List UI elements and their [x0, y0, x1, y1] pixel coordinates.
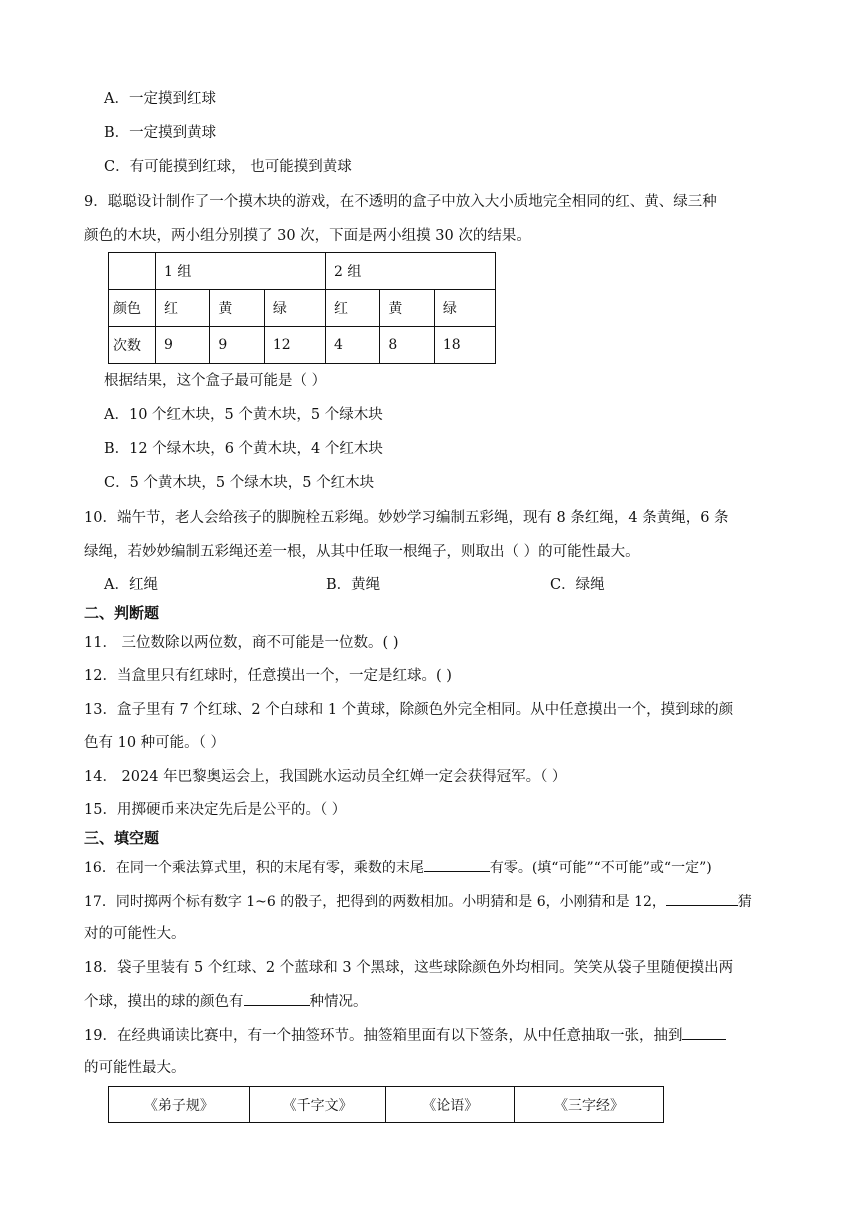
- q17-text-line1: [84, 891, 752, 912]
- section-heading-judgement: 二、判断题: [84, 604, 160, 622]
- table-row: [109, 327, 496, 364]
- q16-text: [84, 857, 712, 878]
- table-cell: 红: [156, 290, 210, 327]
- slip-cell: 《弟子规》: [109, 1087, 250, 1123]
- q19-slips-table: [108, 1086, 664, 1123]
- q10-option-c: C．绿绳: [550, 577, 605, 593]
- q12-text: 12．当盒里只有红球时，任意摸出一个，一定是红球。( ): [84, 668, 452, 684]
- q18-text-line2: [84, 991, 368, 1012]
- q16-answer-blank[interactable]: [424, 857, 490, 872]
- q10-option-a: A．红绳: [104, 577, 158, 593]
- table-cell: 9: [156, 327, 210, 364]
- q19-text-line2: 的可能性最大。: [84, 1060, 186, 1076]
- table-row-label-color: 颜色: [109, 290, 156, 327]
- table-cell: 黄: [210, 290, 264, 327]
- table-cell: 黄: [380, 290, 434, 327]
- q15-text: 15．用掷硬币来决定先后是公平的。（ ）: [84, 802, 347, 818]
- q13-text-line2: 色有 10 种可能。（ ）: [84, 735, 226, 751]
- q14-text: 14． 2024 年巴黎奥运会上，我国跳水运动员全红婵一定会获得冠军。（ ）: [84, 769, 567, 785]
- q10-option-b: B．黄绳: [326, 577, 381, 593]
- table-cell: 18: [434, 327, 495, 364]
- q9-prompt: 根据结果，这个盒子最可能是（ ）: [104, 373, 327, 389]
- q9-text-line2: 颜色的木块，两小组分别摸了 30 次，下面是两小组摸 30 次的结果。: [84, 228, 531, 244]
- q8-option-c: C．有可能摸到红球， 也可能摸到黄球: [104, 159, 352, 175]
- slip-cell: 《三字经》: [515, 1087, 664, 1123]
- q9-option-b: B．12 个绿木块，6 个黄木块，4 个红木块: [104, 441, 383, 457]
- table-row: [109, 290, 496, 327]
- q19-text-line1: [84, 1025, 726, 1046]
- q17-text-line2: 对的可能性大。: [84, 926, 186, 942]
- q17-text-before: 17．同时掷两个标有数字 1~6 的骰子，把得到的两数相加。小明猜和是 6，小刚猜和是 12，: [84, 894, 666, 910]
- q8-option-b: B．一定摸到黄球: [104, 125, 217, 141]
- table-cell: 红: [325, 290, 379, 327]
- table-cell: 绿: [434, 290, 495, 327]
- q18-text-line1: 18．袋子里装有 5 个红球、2 个蓝球和 3 个黑球，这些球除颜色外均相同。笑笑从袋子里随便摸出两: [84, 960, 734, 976]
- section-heading-fill-blank: 三、填空题: [84, 829, 160, 847]
- table-row-label-count: 次数: [109, 327, 156, 364]
- q9-option-a: A．10 个红木块，5 个黄木块，5 个绿木块: [104, 407, 383, 423]
- table-cell: 4: [325, 327, 379, 364]
- q17-answer-blank[interactable]: [666, 891, 738, 906]
- q9-text-line1: 9．聪聪设计制作了一个摸木块的游戏，在不透明的盒子中放入大小质地完全相同的红、黄、绿三种: [84, 194, 717, 210]
- slip-cell: 《论语》: [386, 1087, 515, 1123]
- table-cell: 9: [210, 327, 264, 364]
- q19-text-before: 19．在经典诵读比赛中，有一个抽签环节。抽签箱里面有以下签条，从中任意抽取一张，抽到: [84, 1028, 683, 1044]
- table-row: [109, 1087, 664, 1123]
- table-header-group2: 2 组: [325, 253, 495, 290]
- q16-text-after: 有零。(填“可能”“不可能”或“一定”): [489, 860, 712, 876]
- q18-text-after: 种情况。: [309, 994, 368, 1010]
- table-cell-corner: [109, 253, 156, 290]
- q8-option-a: A．一定摸到红球: [104, 91, 216, 107]
- q9-option-c: C．5 个黄木块，5 个绿木块，5 个红木块: [104, 475, 375, 491]
- q17-text-after: 猜: [737, 894, 752, 910]
- q19-answer-blank[interactable]: [682, 1025, 726, 1040]
- slip-cell: 《千字文》: [249, 1087, 386, 1123]
- table-cell: 12: [264, 327, 325, 364]
- q18-text-before: 个球，摸出的球的颜色有: [84, 994, 244, 1010]
- q9-results-table: [108, 252, 496, 364]
- q18-answer-blank[interactable]: [244, 991, 310, 1006]
- table-cell: 8: [380, 327, 434, 364]
- q11-text: 11． 三位数除以两位数，商不可能是一位数。( ): [84, 635, 399, 651]
- table-cell: 绿: [264, 290, 325, 327]
- q10-text-line2: 绿绳，若妙妙编制五彩绳还差一根，从其中任取一根绳子，则取出（ ）的可能性最大。: [84, 544, 640, 560]
- table-header-group1: 1 组: [156, 253, 326, 290]
- q10-text-line1: 10．端午节，老人会给孩子的脚腕栓五彩绳。妙妙学习编制五彩绳，现有 8 条红绳，4 条黄绳，6 条: [84, 510, 729, 526]
- q16-text-before: 16．在同一个乘法算式里，积的末尾有零，乘数的末尾: [84, 860, 424, 876]
- q13-text-line1: 13．盒子里有 7 个红球、2 个白球和 1 个黄球，除颜色外完全相同。从中任意摸出一个，摸到球的颜: [84, 702, 734, 718]
- table-row: [109, 253, 496, 290]
